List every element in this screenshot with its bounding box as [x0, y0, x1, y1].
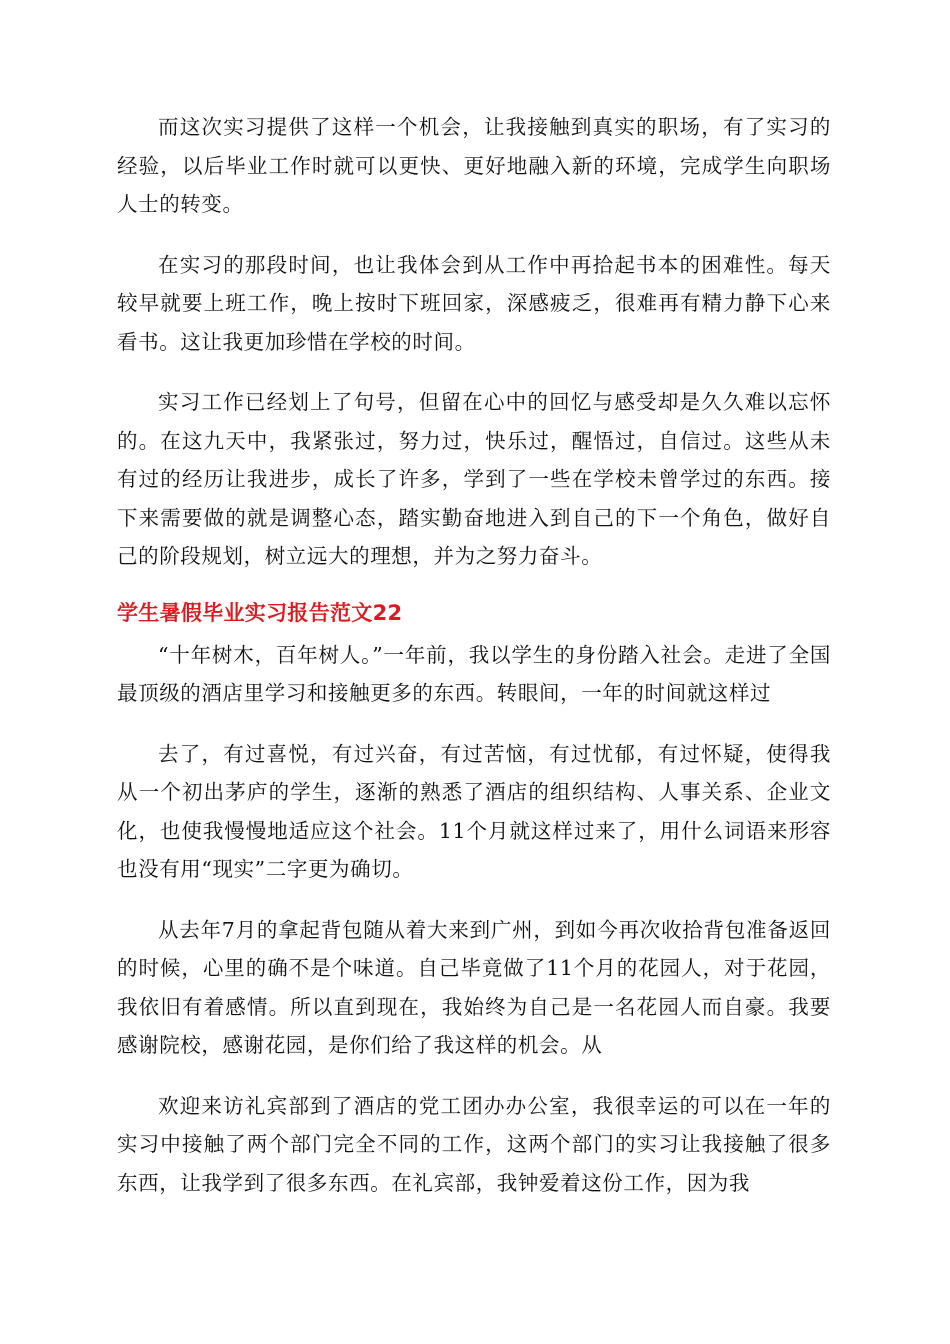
paragraph-hotel-intro: “十年树木，百年树人。”一年前，我以学生的身份踏入社会。走进了全国最顶级的酒店里学习和接触更多的东西。转眼间，一年的时间就这样过: [117, 642, 831, 705]
paragraph-concierge-office: 欢迎来访礼宾部到了酒店的党工团办办公室，我很幸运的可以在一年的实习中接触了两个部门完全不同的工作，这两个部门的实习让我接触了很多东西，让我学到了很多东西。在礼宾部，我钟爱着这份工作，因为我: [117, 1093, 831, 1195]
paragraph-internship-opportunity: 而这次实习提供了这样一个机会，让我接触到真实的职场，有了实习的经验，以后毕业工作时就可以更快、更好地融入新的环境，完成学生向职场人士的转变。: [117, 115, 831, 216]
paragraph-internship-conclusion: 实习工作已经划上了句号，但留在心中的回忆与感受却是久久难以忘怀的。在这九天中，我紧张过，努力过，快乐过，醒悟过，自信过。这些从未有过的经历让我进步，成长了许多，学到了一些在学校未曾学过的东西。接下来需要做的就是调整心态，踏实勤奋地进入到自己的下一个角色，做好自己的阶段规划，树立远大的理想，并为之努力奋斗。: [117, 390, 831, 568]
section-heading: 学生暑假毕业实习报告范文22: [117, 600, 403, 625]
paragraph-study-difficulty: 在实习的那段时间，也让我体会到从工作中再拾起书本的困难性。每天较早就要上班工作，晚上按时下班回家，深感疲乏，很难再有精力静下心来看书。这让我更加珍惜在学校的时间。: [117, 252, 831, 354]
paragraph-guangzhou-return: 从去年7月的拿起背包随从着大来到广州，到如今再次收拾背包准备返回的时候，心里的确不是个味道。自己毕竟做了11个月的花园人，对于花园，我依旧有着感情。所以直到现在，我始终为自己是一名花园人而自豪。我要感谢院校，感谢花园，是你们给了我这样的机会。从: [117, 917, 831, 1057]
paragraph-hotel-experience: 去了，有过喜悦，有过兴奋，有过苦恼，有过忧郁，有过怀疑，使得我从一个初出茅庐的学生，逐渐的熟悉了酒店的组织结构、人事关系、企业文化，也使我慢慢地适应这个社会。11个月就这样过来了，用什么词语来形容也没有用“现实”二字更为确切。: [117, 741, 831, 881]
document-body: [117, 108, 831, 1202]
